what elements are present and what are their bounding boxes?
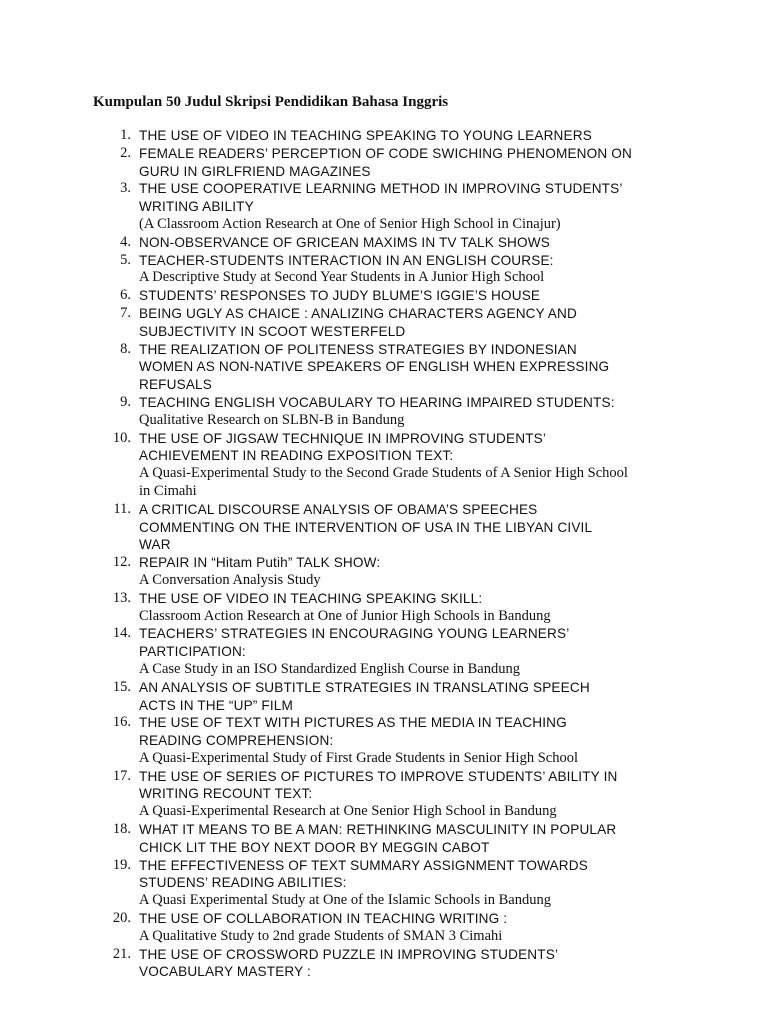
list-item-text — [139, 946, 739, 982]
list-item-text — [139, 714, 739, 767]
list-item — [0, 590, 768, 626]
list-item — [0, 127, 768, 145]
thesis-subtitle-line: A Conversation Analysis Study — [139, 571, 321, 588]
list-item — [0, 679, 768, 715]
list-item-text — [139, 625, 739, 678]
thesis-title-line: THE USE COOPERATIVE LEARNING METHOD IN IMPROVING STUDENTS’ — [139, 181, 623, 197]
list-item-number: 4. — [120, 233, 131, 250]
thesis-subtitle-line: A Quasi-Experimental Study of First Grade Students in Senior High School — [139, 749, 578, 766]
list-item-number: 14. — [112, 625, 131, 642]
list-item-text — [139, 821, 739, 857]
thesis-title-line: THE EFFECTIVENESS OF TEXT SUMMARY ASSIGNMENT TOWARDS — [139, 857, 588, 873]
list-item — [0, 430, 768, 501]
list-item — [0, 287, 768, 305]
list-item — [0, 857, 768, 910]
list-item — [0, 180, 768, 233]
thesis-title-line: A CRITICAL DISCOURSE ANALYSIS OF OBAMA’S SPEECHES — [139, 501, 538, 517]
thesis-title-line: NON-OBSERVANCE OF GRICEAN MAXIMS IN TV TALK SHOWS — [139, 234, 550, 250]
thesis-subtitle-line: (A Classroom Action Research at One of Senior High School in Cinajur) — [139, 215, 561, 232]
list-item-text — [139, 857, 739, 910]
list-item-number: 18. — [112, 821, 131, 838]
thesis-title-line: TEACHER-STUDENTS INTERACTION IN AN ENGLISH COURSE: — [139, 252, 554, 268]
list-item-number: 10. — [112, 429, 131, 446]
list-item-number: 3. — [120, 180, 131, 197]
thesis-title-line: WAR — [139, 537, 171, 553]
list-item-number: 17. — [112, 767, 131, 784]
thesis-title-line: BEING UGLY AS CHAICE : ANALIZING CHARACTERS AGENCY AND — [139, 305, 577, 321]
list-item-text — [139, 394, 739, 430]
list-item-number: 11. — [113, 500, 131, 517]
list-item-text — [139, 910, 739, 946]
list-item-number: 12. — [112, 554, 131, 571]
thesis-title-line: THE USE OF SERIES OF PICTURES TO IMPROVE STUDENTS’ ABILITY IN — [139, 768, 618, 784]
document-heading: Kumpulan 50 Judul Skripsi Pendidikan Bahasa Inggris — [93, 94, 449, 110]
list-item — [0, 714, 768, 767]
list-item-number: 9. — [120, 393, 131, 410]
list-item-number: 7. — [120, 304, 131, 321]
list-item-text — [139, 145, 739, 181]
thesis-subtitle-line: A Quasi-Experimental Study to the Second Grade Students of A Senior High School — [139, 465, 628, 482]
list-item-number: 6. — [120, 287, 131, 304]
thesis-title-line: THE USE OF JIGSAW TECHNIQUE IN IMPROVING STUDENTS’ — [139, 430, 547, 446]
list-item-text — [139, 430, 739, 501]
thesis-title-line: READING COMPREHENSION: — [139, 733, 334, 749]
list-item — [0, 910, 768, 946]
thesis-subtitle-line: A Quasi-Experimental Research at One Senior High School in Bandung — [139, 803, 557, 820]
thesis-subtitle-line: A Descriptive Study at Second Year Students in A Junior High School — [139, 269, 545, 286]
thesis-title-line: TEACHERS’ STRATEGIES IN ENCOURAGING YOUNG LEARNERS’ — [139, 626, 570, 642]
thesis-title-line: WHAT IT MEANS TO BE A MAN: RETHINKING MASCULINITY IN POPULAR — [139, 822, 617, 838]
list-item-text — [139, 305, 739, 341]
list-item-text — [139, 180, 739, 233]
list-item-number: 2. — [120, 144, 131, 161]
list-item — [0, 501, 768, 554]
thesis-title-line: WRITING RECOUNT TEXT: — [139, 786, 313, 802]
thesis-subtitle-line: A Quasi Experimental Study at One of the Islamic Schools in Bandung — [139, 892, 551, 909]
thesis-title-line: THE USE OF TEXT WITH PICTURES AS THE MEDIA IN TEACHING — [139, 715, 567, 731]
list-item — [0, 946, 768, 982]
thesis-title-line: WRITING ABILITY — [139, 199, 254, 215]
thesis-title-line: GURU IN GIRLFRIEND MAGAZINES — [139, 163, 371, 179]
list-item-number: 15. — [112, 678, 131, 695]
thesis-title-line: COMMENTING ON THE INTERVENTION OF USA IN THE LIBYAN CIVIL — [139, 519, 593, 535]
thesis-subtitle-line: Classroom Action Research at One of Junior High Schools in Bandung — [139, 607, 551, 624]
list-item-text — [139, 768, 739, 821]
thesis-title-list — [0, 127, 768, 981]
list-item-text — [139, 341, 739, 394]
thesis-title-line: THE USE OF COLLABORATION IN TEACHING WRITING : — [139, 911, 508, 927]
thesis-title-line: THE USE OF VIDEO IN TEACHING SPEAKING TO YOUNG LEARNERS — [139, 128, 592, 143]
thesis-subtitle-line: A Case Study in an ISO Standardized English Course in Bandung — [139, 660, 520, 677]
list-item — [0, 625, 768, 678]
list-item — [0, 341, 768, 394]
thesis-title-line: AN ANALYSIS OF SUBTITLE STRATEGIES IN TRANSLATING SPEECH — [139, 679, 590, 695]
list-item-text — [139, 127, 739, 145]
thesis-title-line: STUDENS’ READING ABILITIES: — [139, 875, 347, 891]
list-item — [0, 821, 768, 857]
list-item — [0, 394, 768, 430]
thesis-title-line: THE USE OF CROSSWORD PUZZLE IN IMPROVING STUDENTS’ — [139, 946, 559, 962]
list-item-text — [139, 234, 739, 252]
thesis-title-line: ACTS IN THE “UP” FILM — [139, 697, 293, 713]
list-item-text — [139, 501, 739, 554]
list-item-text — [139, 252, 739, 288]
thesis-title-line: SUBJECTIVITY IN SCOOT WESTERFELD — [139, 323, 406, 339]
thesis-title-line: FEMALE READERS’ PERCEPTION OF CODE SWICHING PHENOMENON ON — [139, 145, 632, 161]
thesis-title-line: PARTICIPATION: — [139, 644, 246, 660]
thesis-title-line: REFUSALS — [139, 377, 212, 393]
thesis-subtitle-line: Qualitative Research on SLBN-B in Bandung — [139, 411, 405, 428]
list-item — [0, 234, 768, 252]
thesis-subtitle-line: A Qualitative Study to 2nd grade Students of SMAN 3 Cimahi — [139, 927, 503, 944]
thesis-title-line: WOMEN AS NON-NATIVE SPEAKERS OF ENGLISH WHEN EXPRESSING — [139, 359, 610, 375]
thesis-title-line: TEACHING ENGLISH VOCABULARY TO HEARING IMPAIRED STUDENTS: — [139, 394, 615, 410]
list-item-text — [139, 287, 739, 305]
thesis-title-line: REPAIR IN “Hitam Putih” TALK SHOW: — [139, 555, 381, 571]
list-item-number: 16. — [112, 714, 131, 731]
list-item — [0, 554, 768, 590]
thesis-title-line: STUDENTS’ RESPONSES TO JUDY BLUME’S IGGIE’S HOUSE — [139, 288, 541, 304]
list-item — [0, 768, 768, 821]
list-item-text — [139, 590, 739, 626]
list-item-number: 5. — [120, 251, 131, 268]
list-item-text — [139, 554, 739, 590]
thesis-title-line: VOCABULARY MASTERY : — [139, 964, 311, 980]
list-item-number: 21. — [112, 945, 131, 962]
thesis-title-line: ACHIEVEMENT IN READING EXPOSITION TEXT: — [139, 448, 454, 464]
thesis-title-line: THE USE OF VIDEO IN TEACHING SPEAKING SKILL: — [139, 590, 483, 606]
thesis-subtitle-line: in Cimahi — [139, 482, 197, 499]
list-item-number: 1. — [120, 127, 131, 143]
list-item — [0, 145, 768, 181]
thesis-title-line: THE REALIZATION OF POLITENESS STRATEGIES BY INDONESIAN — [139, 341, 577, 357]
list-item-number: 8. — [120, 340, 131, 357]
list-item-number: 13. — [112, 589, 131, 606]
list-item-number: 19. — [112, 856, 131, 873]
list-item-number: 20. — [112, 910, 131, 927]
list-item — [0, 252, 768, 288]
list-item — [0, 305, 768, 341]
thesis-title-line: CHICK LIT THE BOY NEXT DOOR BY MEGGIN CABOT — [139, 839, 490, 855]
list-item-text — [139, 679, 739, 715]
